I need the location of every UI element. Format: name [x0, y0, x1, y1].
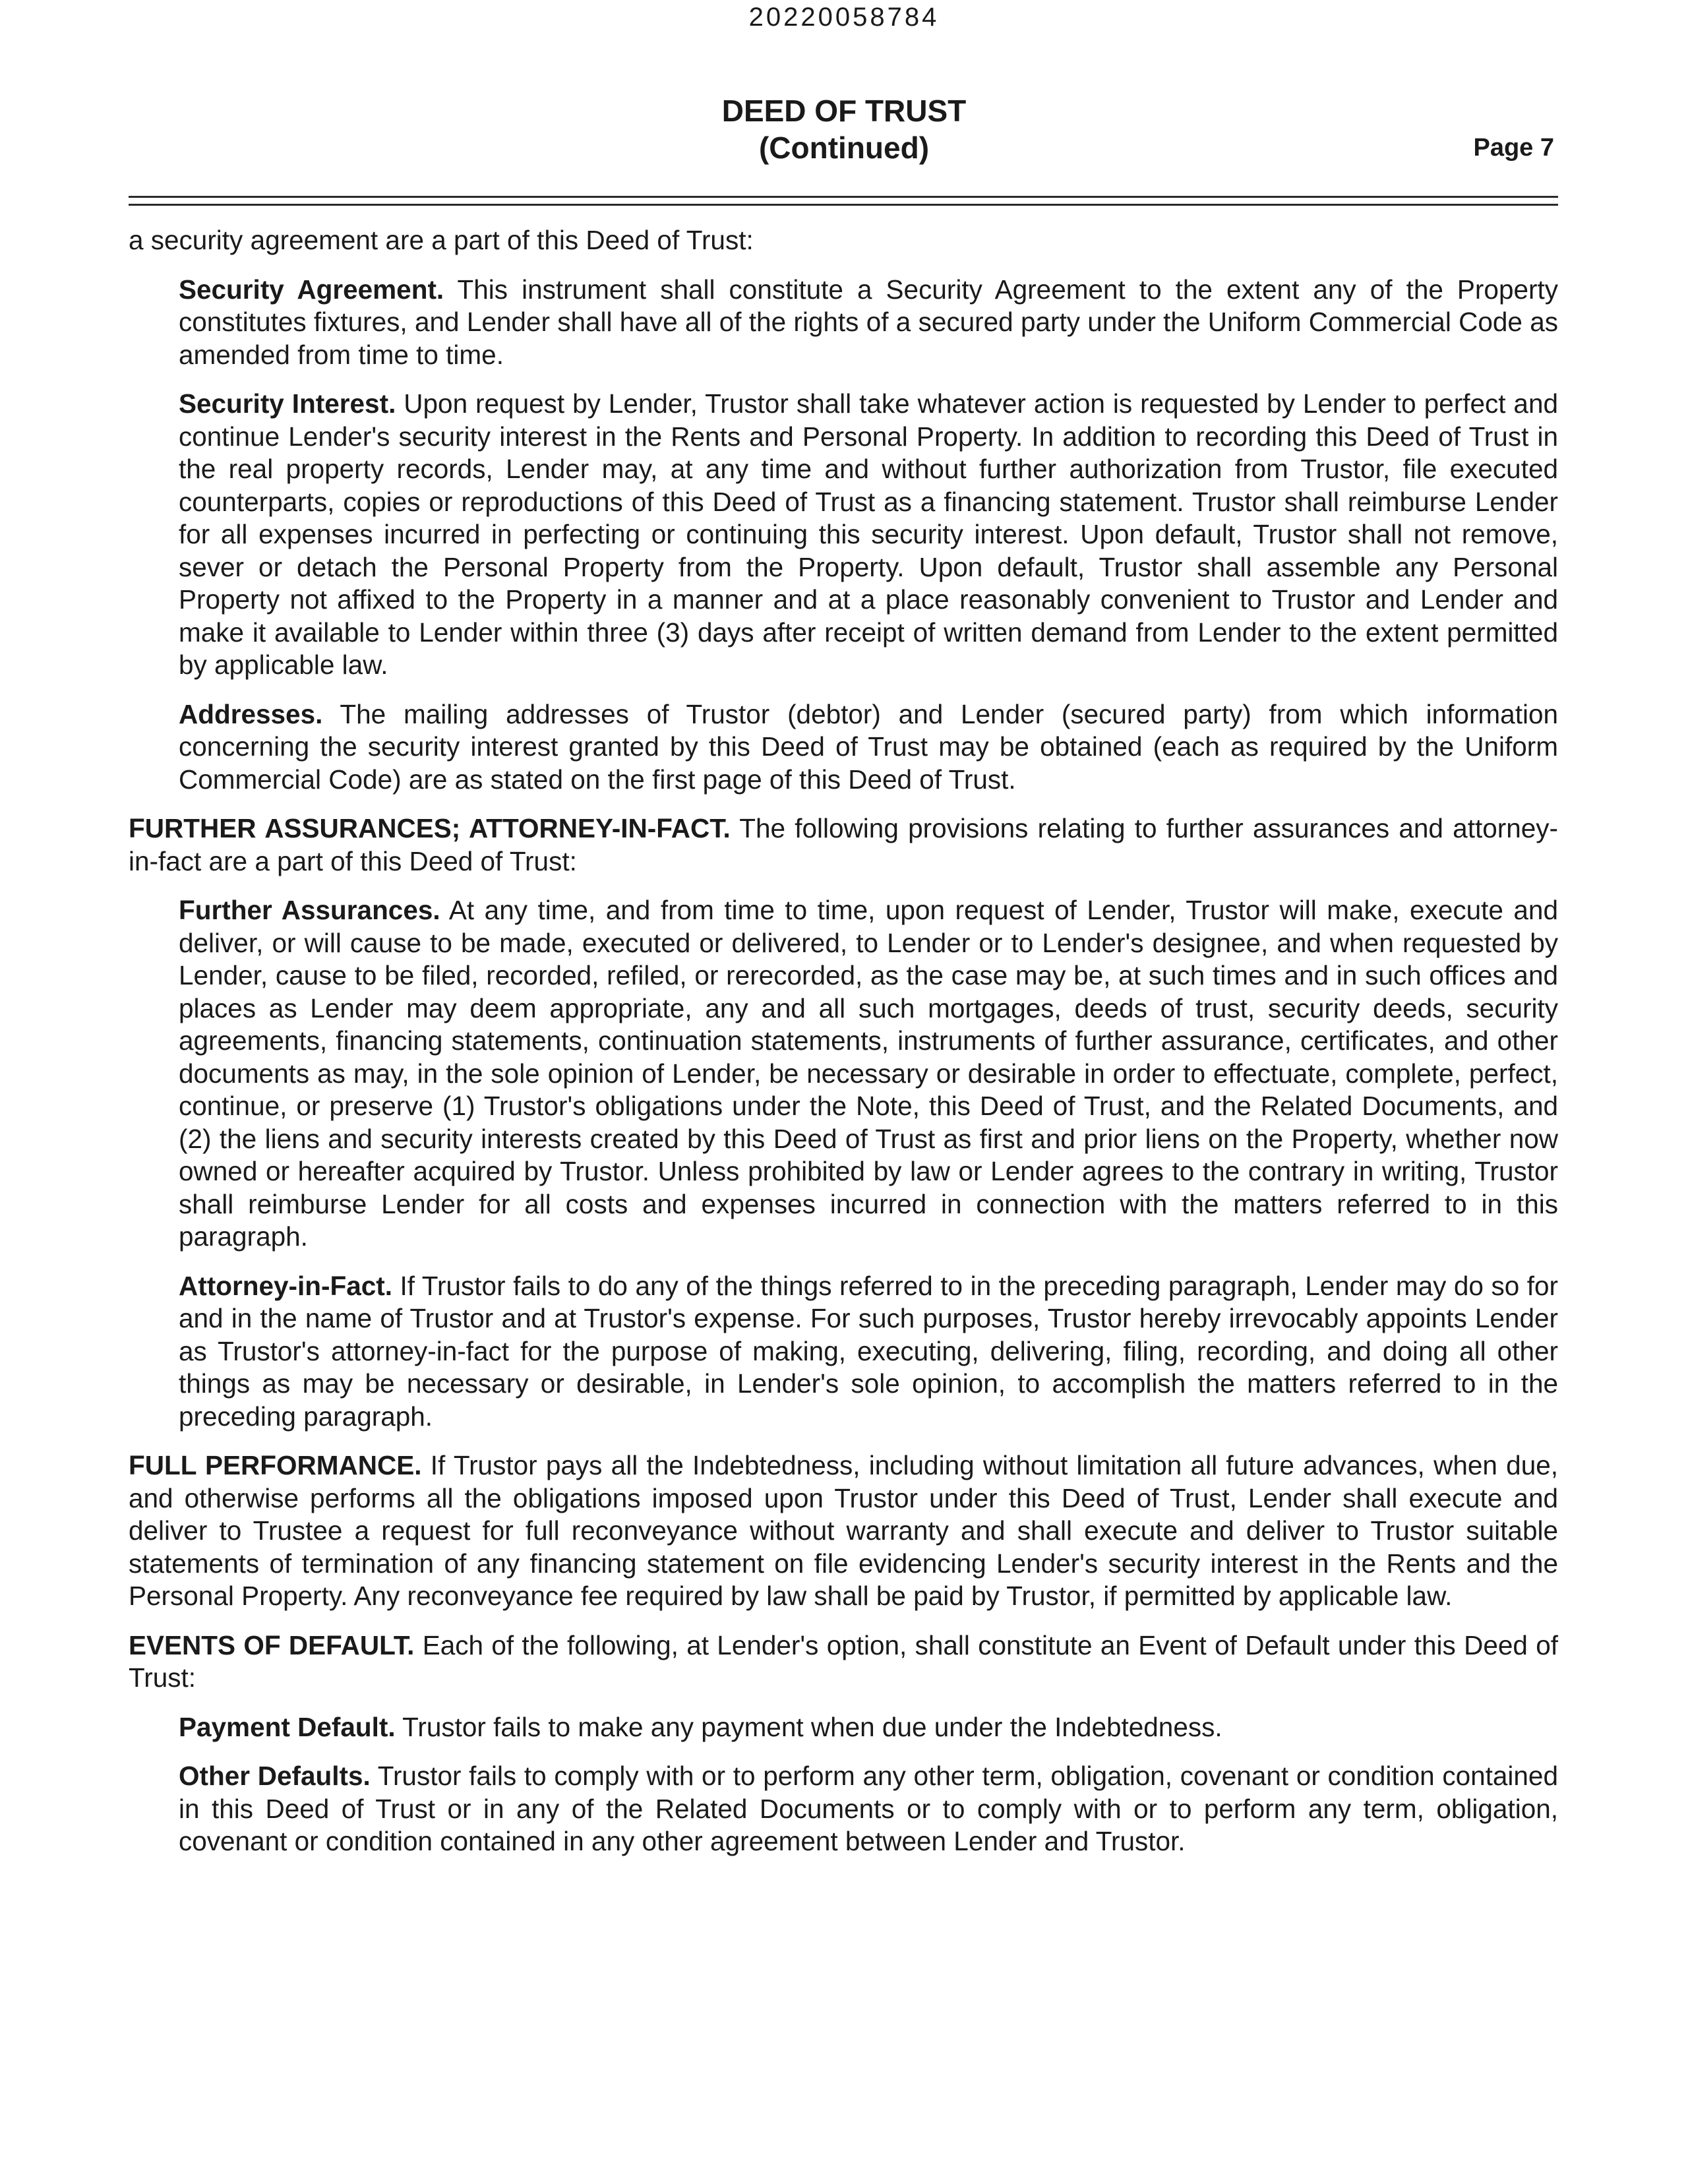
events-of-default-paragraph [129, 1629, 1558, 1695]
further-assurances-text: At any time, and from time to time, upon request of Lender, Trustor will make, execute and deliver, or will cause to be made, executed or delivered, to Lender or to Lender's designee, and when requested by Lender, cause to be filed, recorded, refiled, or rerecorded, as the case may be, at such times and in such offices and places as Lender may deem appropriate, any and all such mortgages, deeds of trust, security deeds, security agreements, financing statements, continuation statements, instruments of further assurance, certificates, and other documents as may, in the sole opinion of Lender, be necessary or desirable in order to effectuate, complete, perfect, continue, or preserve (1) Trustor's obligations under the Note, this Deed of Trust, and the Related Documents, and (2) the liens and security interests created by this Deed of Trust as first and prior liens on the Property, whether now owned or hereafter acquired by Trustor. Unless prohibited by law or Lender agrees to the contrary in writing, Trustor shall reimburse Lender for all costs and expenses incurred in connection with the matters referred to in this paragraph. [179, 895, 1558, 1252]
payment-default-text: Trustor fails to make any payment when due under the Indebtedness. [395, 1711, 1222, 1742]
header-divider-top [129, 196, 1558, 198]
page-title: DEED OF TRUST [721, 94, 967, 128]
full-performance-text: If Trustor pays all the Indebtedness, including without limitation all future advances, when due, and otherwise performs all the obligations imposed upon Trustor under this Deed of Trust, Lender shall execute and deliver to Trustee a request for full reconveyance without warranty and shall execute and deliver to Trustor suitable statements of termination of any financing statement on file evidencing Lender's security interest in the Rents and the Personal Property. Any reconveyance fee required by law shall be paid by Trustor, if permitted by applicable law. [129, 1450, 1558, 1611]
full-performance-heading: FULL PERFORMANCE. [129, 1450, 422, 1480]
further-assurances-paragraph [179, 894, 1558, 1254]
security-interest-text: Upon request by Lender, Trustor shall take whatever action is requested by Lender to perfect and continue Lender's security interest in the Rents and Personal Property. In addition to recording this Deed of Trust in the real property records, Lender may, at any time and without further authorization from Trustor, file executed counterparts, copies or reproductions of this Deed of Trust as a financing statement. Trustor shall reimburse Lender for all expenses incurred in perfecting or continuing this security interest. Upon default, Trustor shall not remove, sever or detach the Personal Property from the Property. Upon default, Trustor shall assemble any Personal Property not affixed to the Property in a manner and at a place reasonably convenient to Trustor and Lender and make it available to Lender within three (3) days after receipt of written demand from Lender to the extent permitted by applicable law. [179, 388, 1558, 680]
page-title-block [0, 92, 1688, 166]
security-agreement-text: This instrument shall constitute a Security Agreement to the extent any of the Property constitutes fixtures, and Lender shall have all of the rights of a secured party under the Uniform Commercial Code as amended from time to time. [179, 274, 1558, 370]
attorney-in-fact-heading: Attorney-in-Fact. [179, 1270, 392, 1301]
addresses-heading: Addresses. [179, 698, 323, 729]
page-number: Page 7 [1473, 134, 1554, 162]
security-interest-heading: Security Interest. [179, 388, 396, 419]
attorney-in-fact-text: If Trustor fails to do any of the things referred to in the preceding paragraph, Lender may do so for and in the name of Trustor and at Trustor's expense. For such purposes, Trustor hereby irrevocably appoints Lender as Trustor's attorney-in-fact for the purpose of making, executing, delivering, filing, recording, and doing all other things as may be necessary or desirable, in Lender's sole opinion, to accomplish the matters referred to in the preceding paragraph. [179, 1270, 1558, 1432]
header-divider-bottom [129, 204, 1558, 206]
further-assurances-section-heading: FURTHER ASSURANCES; ATTORNEY-IN-FACT. [129, 813, 731, 843]
addresses-paragraph [179, 698, 1558, 797]
other-defaults-paragraph [179, 1760, 1558, 1858]
events-of-default-text: Each of the following, at Lender's option, shall constitute an Event of Default under this Deed of Trust: [129, 1629, 1558, 1693]
full-performance-paragraph [129, 1449, 1558, 1613]
events-of-default-heading: EVENTS OF DEFAULT. [129, 1629, 415, 1660]
further-assurances-heading: Further Assurances. [179, 895, 440, 925]
payment-default-paragraph [179, 1711, 1558, 1744]
document-number: 20220058784 [748, 3, 940, 32]
other-defaults-text: Trustor fails to comply with or to perform any other term, obligation, covenant or condition contained in this Deed of Trust or in any of the Related Documents or to comply with or to perform any term, obligation, covenant or condition contained in any other agreement between Lender and Trustor. [179, 1761, 1558, 1856]
addresses-text: The mailing addresses of Trustor (debtor) and Lender (secured party) from which information concerning the security interest granted by this Deed of Trust may be obtained (each as required by the Uniform Commercial Code) are as stated on the first page of this Deed of Trust. [179, 698, 1558, 795]
document-body [129, 224, 1558, 1875]
security-agreement-heading: Security Agreement. [179, 274, 444, 305]
further-assurances-section-text: The following provisions relating to further assurances and attorney-in-fact are a part of this Deed of Trust: [129, 813, 1558, 876]
security-agreement-paragraph [179, 274, 1558, 372]
attorney-in-fact-paragraph [179, 1270, 1558, 1434]
intro-paragraph: a security agreement are a part of this Deed of Trust: [129, 225, 754, 255]
security-interest-paragraph [179, 388, 1558, 682]
payment-default-heading: Payment Default. [179, 1711, 396, 1742]
further-assurances-section-paragraph [129, 812, 1558, 878]
page-subtitle: (Continued) [758, 131, 930, 165]
other-defaults-heading: Other Defaults. [179, 1761, 371, 1791]
